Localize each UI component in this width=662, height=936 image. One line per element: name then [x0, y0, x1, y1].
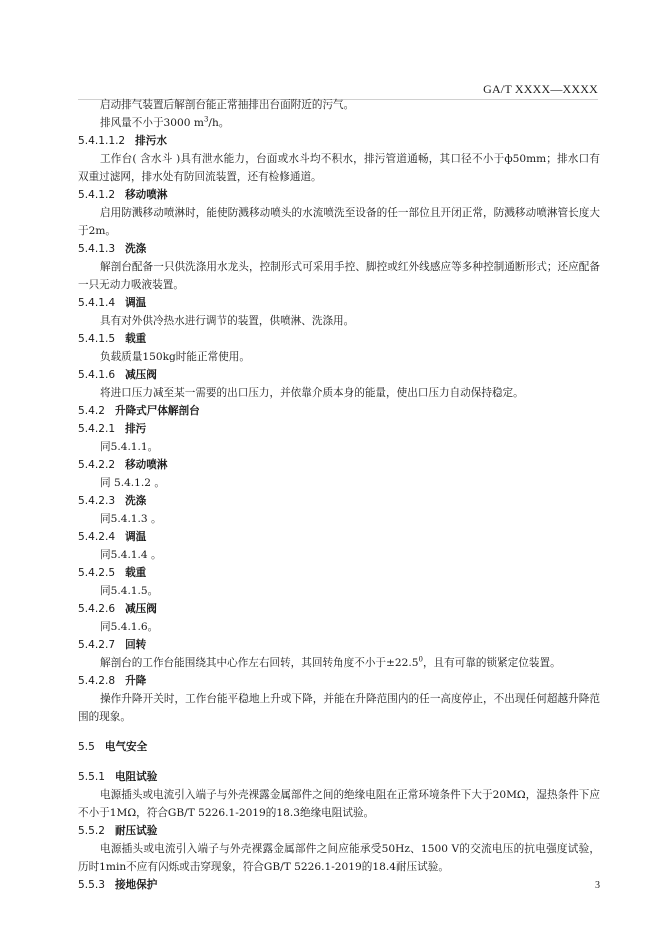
section-title: 接地保护 — [114, 879, 158, 891]
exhaust-volume-unit: /h。 — [208, 117, 230, 129]
heading-5-4-1-1-2 — [78, 132, 600, 150]
heading-5-4-1-2 — [78, 186, 600, 204]
section-number: 5.4.2.6 — [78, 603, 116, 615]
reference-paragraph: 同5.4.1.3 。 — [100, 513, 162, 525]
heading-5-4-2-5 — [78, 564, 600, 582]
valve-paragraph: 将进口压力减至某一需要的出口压力，并依靠介质本身的能量，使出口压力自动保持稳定。 — [100, 387, 524, 399]
section-number: 5.4.2.2 — [78, 459, 116, 471]
heading-5-4-2-2 — [78, 456, 600, 474]
reference-paragraph: 同5.4.1.1。 — [100, 441, 159, 453]
section-spacer — [78, 726, 600, 738]
rotate-degree-mark: 0 — [418, 655, 423, 664]
section-title: 耐压试验 — [114, 825, 158, 837]
section-number: 5.4.2.3 — [78, 495, 116, 507]
section-title: 载重 — [125, 333, 147, 345]
section-number: 5.4.2.4 — [78, 531, 116, 543]
lift-paragraph: 操作升降开关时，工作台能平稳地上升或下降，并能在升降范围内的任一高度停止，不出现任何超越升降范围的现象。 — [78, 693, 600, 723]
heading-5-4-2 — [78, 402, 600, 420]
heading-5-5-3 — [78, 876, 600, 894]
section-number: 5.4.2.1 — [78, 423, 116, 435]
heading-5-5 — [78, 738, 600, 756]
section-title: 升降 — [125, 675, 147, 687]
heading-5-5-2 — [78, 822, 600, 840]
page-number: 3 — [595, 880, 600, 891]
section-title: 回转 — [125, 639, 147, 651]
reference-paragraph: 同5.4.1.4 。 — [100, 549, 162, 561]
section-number: 5.4.1.6 — [78, 369, 116, 381]
section-number: 5.4.2.8 — [78, 675, 116, 687]
section-title: 减压阀 — [125, 603, 157, 615]
section-title: 减压阀 — [125, 369, 157, 381]
section-number: 5.5.1 — [78, 771, 105, 783]
spray-paragraph: 启用防溅移动喷淋时，能使防溅移动喷头的水流喷洗至设备的任一部位且开闭正常，防溅移动喷淋管长度大于2m。 — [78, 207, 600, 237]
rotate-text-end: ，且有可靠的锁紧定位装置。 — [422, 657, 561, 669]
rotate-paragraph — [78, 654, 600, 672]
heading-5-4-2-7 — [78, 636, 600, 654]
reference-paragraph: 同 5.4.1.2 。 — [100, 477, 165, 489]
section-title: 载重 — [125, 567, 147, 579]
heading-5-4-2-8 — [78, 672, 600, 690]
section-title: 排污水 — [135, 135, 167, 147]
section-title: 移动喷淋 — [125, 459, 168, 471]
section-number: 5.4.1.3 — [78, 243, 116, 255]
section-number: 5.4.1.4 — [78, 297, 116, 309]
section-title: 电阻试验 — [114, 771, 158, 783]
heading-5-4-2-1 — [78, 420, 600, 438]
section-number: 5.4.2.7 — [78, 639, 116, 651]
section-number: 5.4.1.1.2 — [78, 135, 126, 147]
exhaust-volume-paragraph — [78, 114, 600, 132]
section-title: 调温 — [125, 297, 147, 309]
resistance-paragraph: 电源插头或电流引入端子与外壳裸露金属部件之间的绝缘电阻在正常环境条件下大于20MΩ，湿热条件下应不小于1MΩ，符合GB/T 5226.1-2019的18.3绝缘电阻试验。 — [78, 789, 600, 819]
exhaust-volume-exponent: 3 — [203, 115, 209, 124]
section-number: 5.5.2 — [78, 825, 105, 837]
heading-5-4-1-6 — [78, 366, 600, 384]
heading-5-4-2-6 — [78, 600, 600, 618]
exhaust-paragraph: 启动排气装置后解剖台能正常抽排出台面附近的污气。 — [100, 99, 355, 111]
heading-5-4-1-5 — [78, 330, 600, 348]
heading-5-4-2-4 — [78, 528, 600, 546]
section-number: 5.4.2 — [78, 405, 105, 417]
section-number: 5.4.2.5 — [78, 567, 116, 579]
rotate-text: 解剖台的工作台能围绕其中心作左右回转，其回转角度不小于±22.5 — [100, 657, 419, 669]
section-title: 洗涤 — [125, 243, 147, 255]
heading-5-5-1 — [78, 768, 600, 786]
section-title: 升降式尸体解剖台 — [114, 405, 200, 417]
heading-5-4-2-3 — [78, 492, 600, 510]
section-spacer — [78, 756, 600, 768]
wash-paragraph: 解剖台配备一只供洗涤用水龙头，控制形式可采用手控、脚控或红外线感应等多种控制通断形式；还应配备一只无动力吸液装置。 — [78, 261, 600, 291]
heading-5-4-1-3 — [78, 240, 600, 258]
section-number: 5.5.3 — [78, 879, 105, 891]
section-title: 洗涤 — [125, 495, 147, 507]
section-number: 5.4.1.5 — [78, 333, 116, 345]
standard-code: GA/T XXXX—XXXX — [483, 82, 598, 96]
section-title: 排污 — [125, 423, 147, 435]
section-number: 5.4.1.2 — [78, 189, 116, 201]
section-title: 电气安全 — [104, 741, 148, 753]
load-paragraph: 负载质量150kg时能正常使用。 — [100, 351, 250, 363]
section-number: 5.5 — [78, 741, 95, 753]
document-body — [78, 96, 600, 894]
reference-paragraph: 同5.4.1.6。 — [100, 621, 159, 633]
section-title: 调温 — [125, 531, 147, 543]
exhaust-volume-text: 排风量不小于3000 m — [100, 117, 204, 129]
reference-paragraph: 同5.4.1.5。 — [100, 585, 159, 597]
sewage-paragraph: 工作台( 含水斗 )具有泄水能力，台面或水斗均不积水，排污管道通畅，其口径不小于ф50mm；排水口有双重过滤网，排水处有防回流装置，还有检修通道。 — [78, 153, 600, 183]
voltage-paragraph: 电源插头或电流引入端子与外壳裸露金属部件之间应能承受50Hz、1500 V的交流电压的抗电强度试验，历时1min不应有闪烁或击穿现象，符合GB/T 5226.1-2019的18.4耐压试验。 — [78, 843, 600, 873]
heading-5-4-1-4 — [78, 294, 600, 312]
section-title: 移动喷淋 — [125, 189, 168, 201]
temp-paragraph: 具有对外供冷热水进行调节的装置，供喷淋、洗涤用。 — [100, 315, 355, 327]
